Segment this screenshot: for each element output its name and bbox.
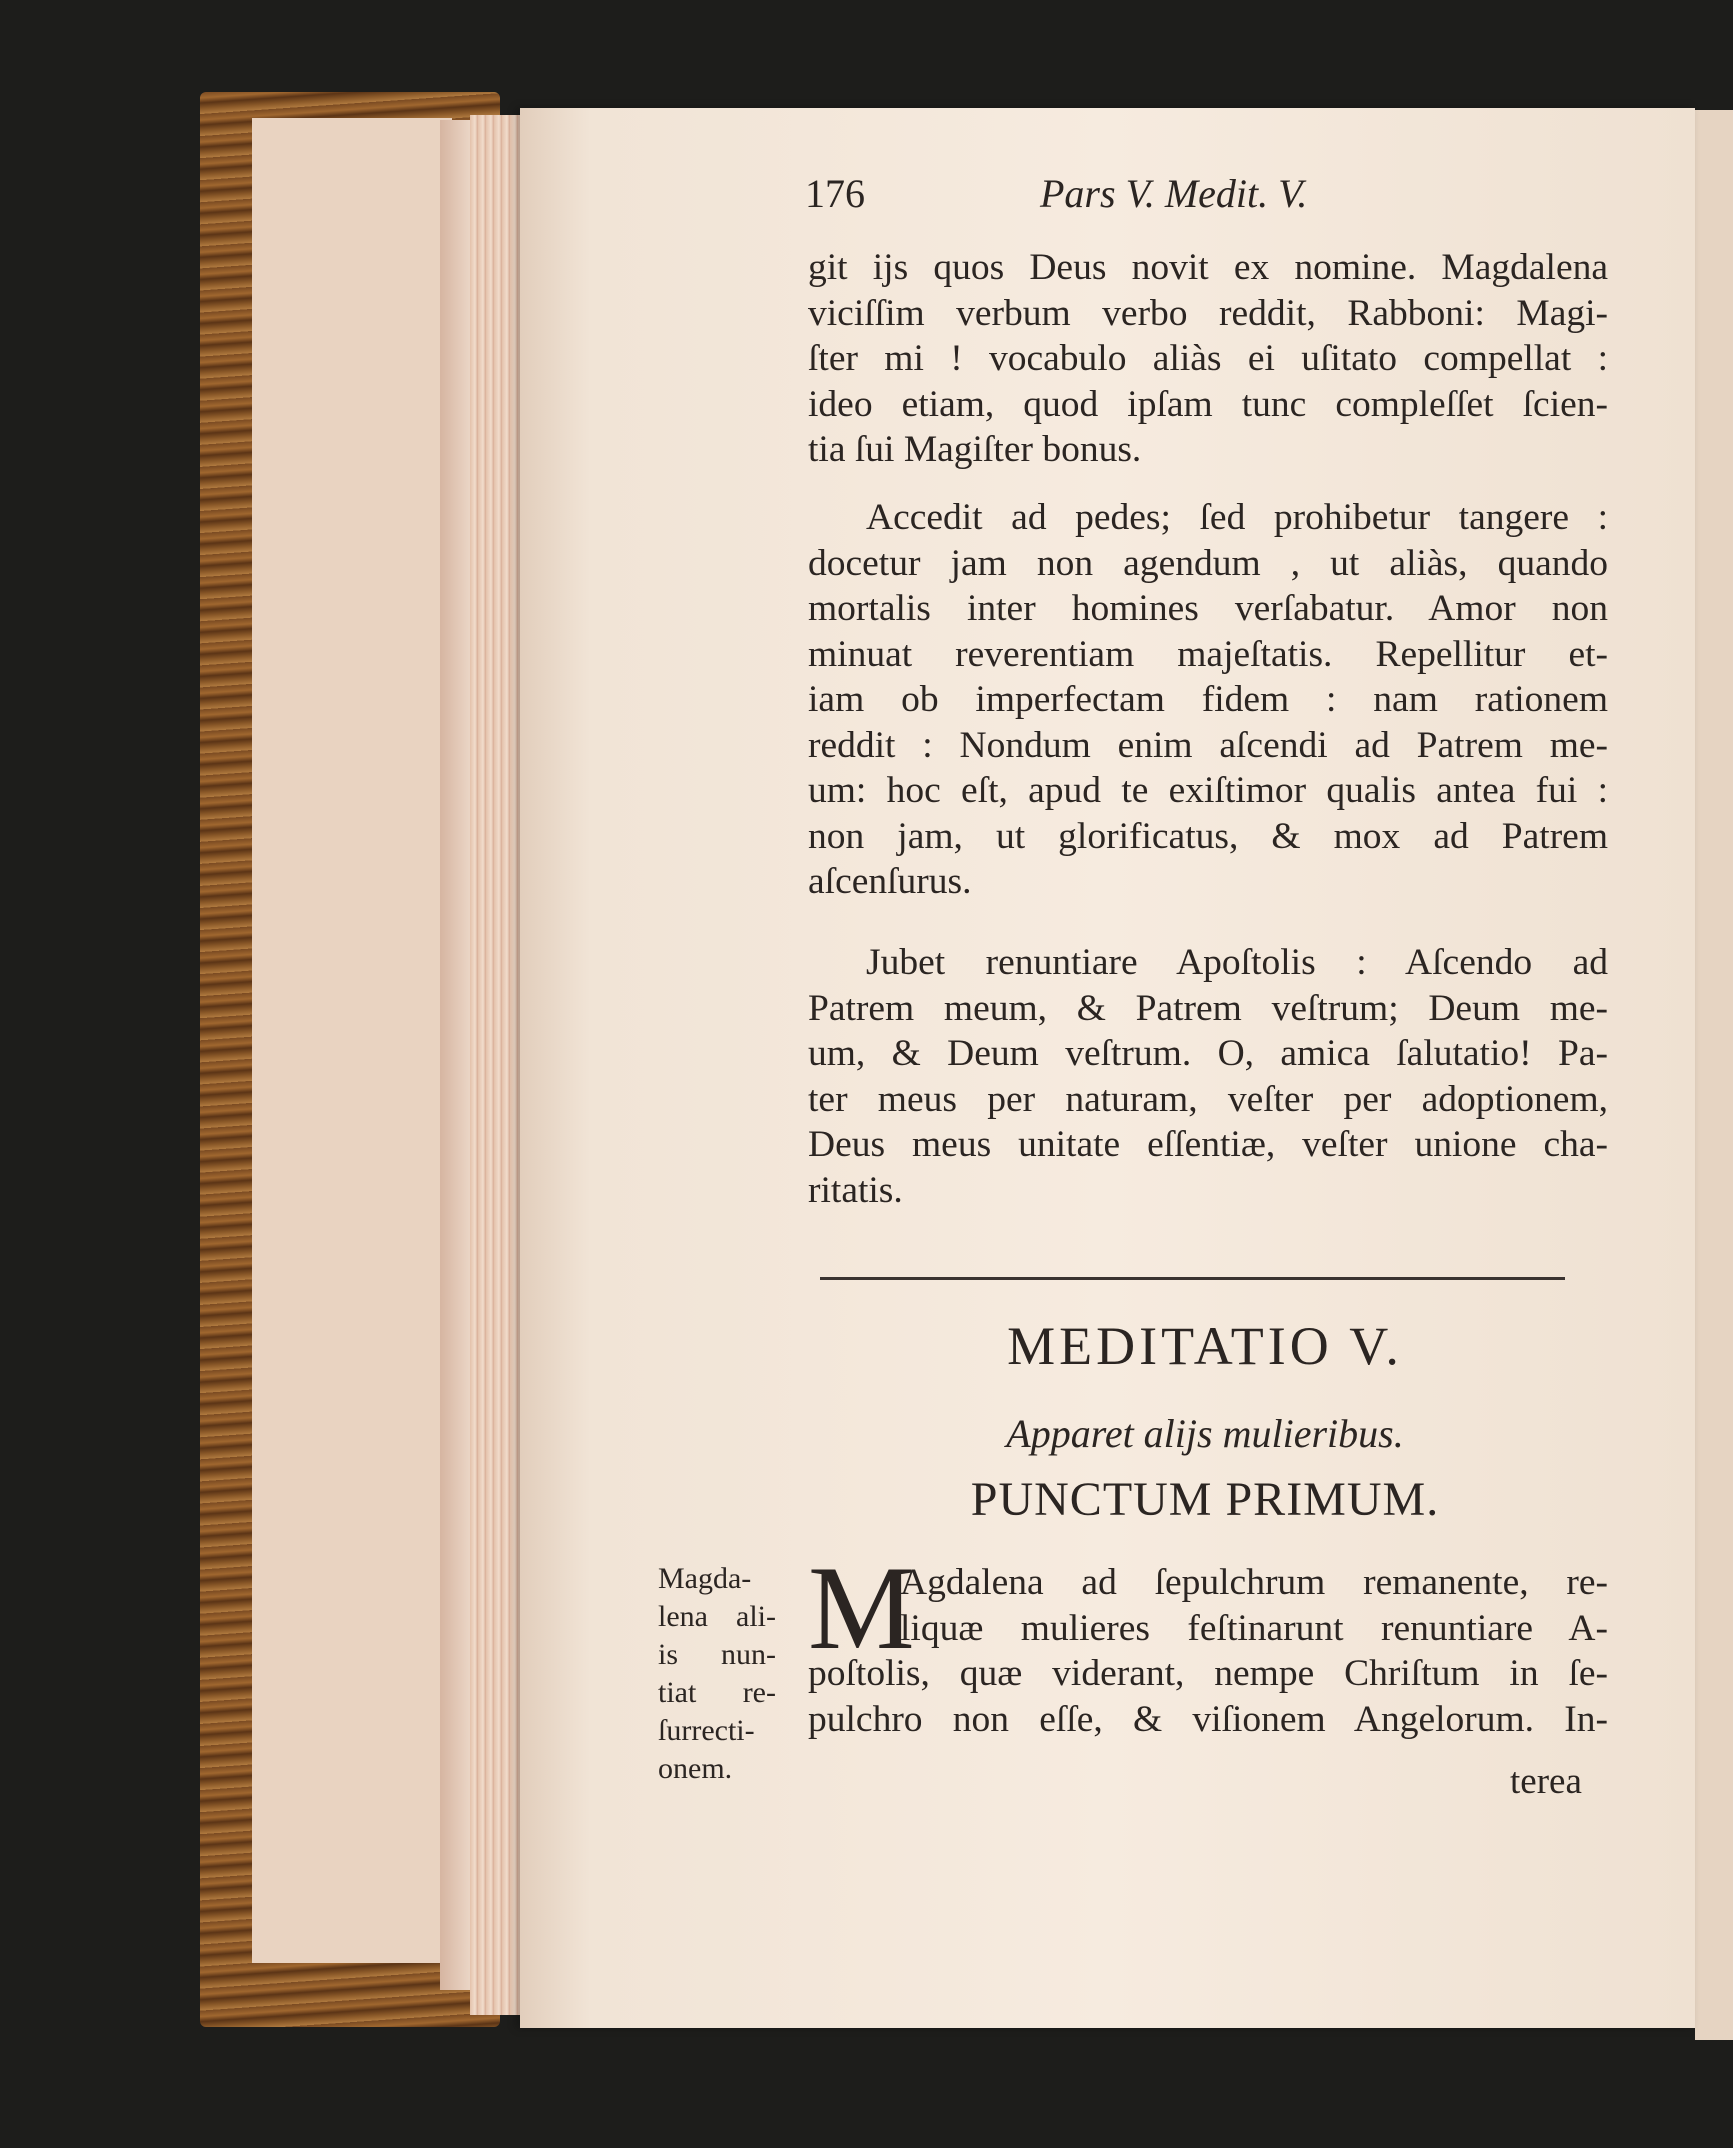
text-line: liquæ mulieres feſtinarunt renuntiare A- xyxy=(900,1607,1608,1649)
meditation-subtitle: Apparet alijs mulieribus. xyxy=(1006,1411,1404,1456)
text-line: um: hoc eſt, apud te exiſtimor qualis antea fui : xyxy=(808,770,1608,811)
page-number: 176 xyxy=(805,171,865,216)
marginal-line: lena ali- xyxy=(658,1600,776,1633)
marginal-line: Magda- xyxy=(658,1562,752,1595)
text-line: Accedit ad pedes; ſed prohibetur tangere : xyxy=(866,497,1608,538)
text-line: non jam, ut glorificatus, & mox ad Patrem xyxy=(808,815,1608,857)
text-line: aſcenſurus. xyxy=(808,861,972,902)
text-line: Deus meus unitate eſſentiæ, veſter unione cha- xyxy=(808,1124,1608,1165)
point-heading: PUNCTUM PRIMUM. xyxy=(970,1473,1440,1526)
text-line: tia ſui Magiſter bonus. xyxy=(808,429,1142,470)
text-line: Jubet renuntiare Apoſtolis : Aſcendo ad xyxy=(866,942,1608,983)
text-line: um, & Deum veſtrum. O, amica ſalutatio! Pa- xyxy=(808,1033,1608,1074)
text-line: poſtolis, quæ viderant, nempe Chriſtum in ſe- xyxy=(808,1653,1608,1694)
text-line: ter meus per naturam, veſter per adoptionem, xyxy=(808,1078,1608,1120)
text-line: Patrem meum, & Patrem veſtrum; Deum me- xyxy=(808,987,1608,1029)
text-line: ritatis. xyxy=(808,1169,903,1211)
facing-page-edge xyxy=(1695,110,1733,2040)
text-line: docetur jam non agendum , ut aliàs, quando xyxy=(808,542,1608,584)
running-title: Pars V. Medit. V. xyxy=(1040,171,1308,216)
marginal-line: ſurrecti- xyxy=(658,1714,755,1747)
text-line: ſter mi ! vocabulo aliàs ei uſitato compellat : xyxy=(808,338,1608,379)
drop-capital: M xyxy=(808,1541,915,1674)
text-line: pulchro non eſſe, & viſionem Angelorum. In- xyxy=(808,1698,1608,1740)
meditation-title: MEDITATIO V. xyxy=(1007,1316,1403,1376)
marginal-line: tiat re- xyxy=(658,1676,776,1709)
paragraph-4 xyxy=(808,1560,1608,1742)
marginal-line: is nun- xyxy=(658,1638,776,1671)
catchword: terea xyxy=(1510,1761,1582,1802)
text-line: git ijs quos Deus novit ex nomine. Magdalena xyxy=(808,247,1608,288)
paragraph-3 xyxy=(808,940,1608,1213)
paragraph-2 xyxy=(808,495,1608,905)
text-line: reddit : Nondum enim aſcendi ad Patrem me- xyxy=(808,724,1608,766)
page-header xyxy=(805,170,1595,230)
endpaper xyxy=(252,118,452,1963)
text-line: viciſſim verbum verbo reddit, Rabboni: Magi- xyxy=(808,292,1608,334)
text-line: iam ob imperfectam fidem : nam rationem xyxy=(808,679,1608,720)
text-line: Agdalena ad ſepulchrum remanente, re- xyxy=(900,1562,1608,1603)
text-line: ideo etiam, quod ipſam tunc compleſſet ſcien- xyxy=(808,383,1608,425)
paragraph-1 xyxy=(808,245,1608,473)
marginal-note xyxy=(658,1560,776,1788)
text-line: mortalis inter homines verſabatur. Amor non xyxy=(808,588,1608,629)
section-rule xyxy=(820,1277,1565,1280)
marginal-line: onem. xyxy=(658,1752,733,1785)
text-line: minuat reverentiam majeſtatis. Repellitur et- xyxy=(808,633,1608,675)
